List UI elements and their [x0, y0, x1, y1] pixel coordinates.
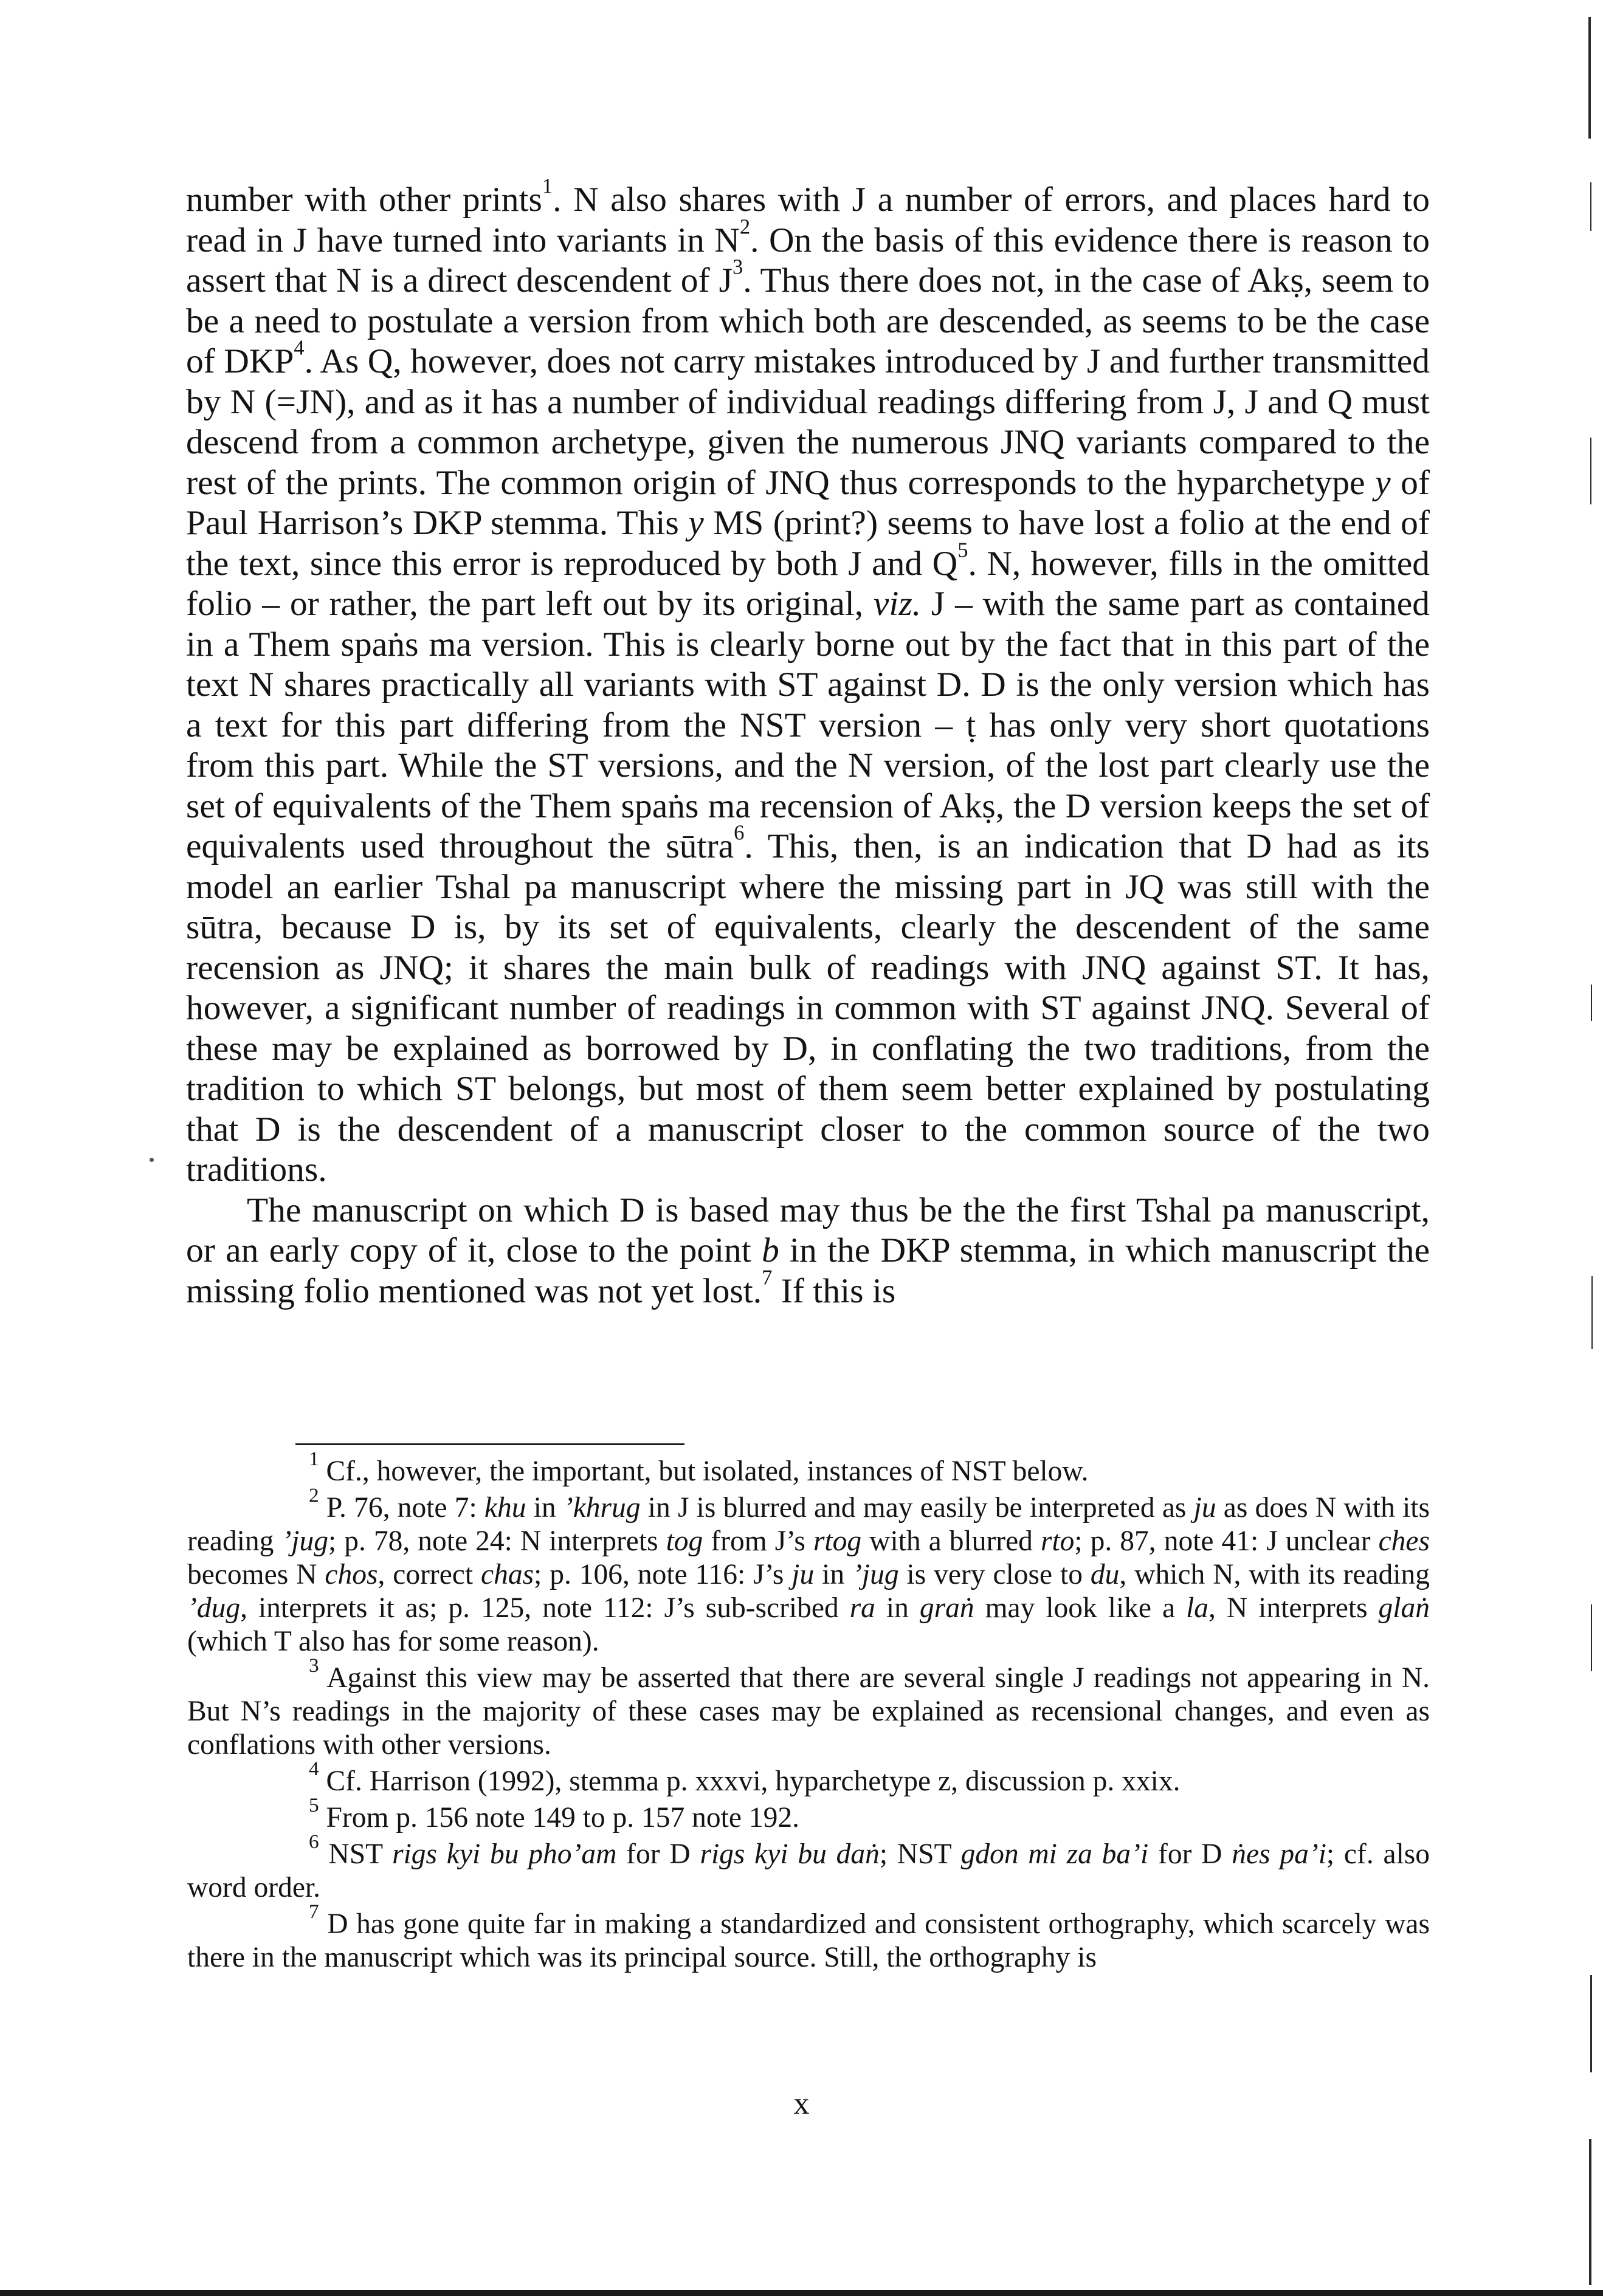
text-run: for D — [1148, 1838, 1232, 1870]
italic-run: viz. — [873, 585, 922, 623]
italic-run: du — [1090, 1559, 1120, 1590]
text-run: as does N with its reading — [187, 1492, 1430, 1557]
footnote-reference: 5 — [957, 538, 968, 562]
text-run: J – with the same part as contained in a Them spaṅs ma version. This is clearly borne out by the fact that in this part of the text N shares practically all variants with ST against D. D is the only version which has a text for this part differing from the NST version – ṭ has only very short quotations from this part. While the ST versions, and the N version, of the lost part clearly use the set of equivalents of the Them spaṅs ma recension of Akṣ, the D version keeps the set of equivalents used throughout the sūtra — [186, 585, 1430, 865]
italic-run: ju — [791, 1559, 815, 1590]
scan-edge-mark — [1591, 1604, 1592, 1671]
text-run: Against this view may be asserted that there are several single J readings not appearing in N. But N’s readings in the majority of these cases may be explained as recensional changes, and even as conflations with other versions. — [187, 1662, 1430, 1761]
text-run: of Paul Harrison’s DKP stemma. This — [186, 463, 1430, 542]
footnote-marker: 5 — [309, 1794, 319, 1817]
scan-edge-mark — [1591, 985, 1592, 1021]
italic-run: y — [1375, 463, 1391, 502]
footnote-marker: 4 — [309, 1758, 319, 1781]
italic-run: khu — [484, 1492, 526, 1524]
footnote-reference: 2 — [739, 215, 751, 239]
italic-run: rigs kyi bu daṅ — [700, 1838, 880, 1870]
footnote-2 — [187, 1484, 1430, 1658]
text-run: Cf., however, the important, but isolated, instances of NST below. — [326, 1456, 1089, 1487]
scan-edge-mark — [1589, 2139, 1591, 2285]
text-run: ; cf. also word order. — [187, 1838, 1430, 1903]
text-run: D has gone quite far in making a standardized and consistent orthography, which scarcely was there in the manuscript which was its principal source. Still, the orthography is — [187, 1908, 1430, 1973]
text-run: is very close to — [898, 1559, 1091, 1590]
footnote-5 — [187, 1794, 1430, 1835]
footnote-4 — [187, 1758, 1430, 1798]
text-run: . N also shares with J a number of errors, and places hard to read in J have turned into variants in N — [186, 180, 1430, 260]
footnote-reference: 4 — [294, 336, 305, 360]
footnote-separator — [295, 1443, 684, 1445]
scan-edge-mark — [1588, 17, 1591, 139]
footnote-marker: 3 — [309, 1654, 319, 1677]
italic-run: ra — [849, 1592, 875, 1624]
text-run: in — [526, 1492, 564, 1524]
text-run: . On the basis of this evidence there is reason to assert that N is a direct descendent of J — [186, 221, 1430, 300]
italic-run: ’jug — [281, 1525, 328, 1557]
footnote-6 — [187, 1830, 1430, 1905]
scan-edge-mark — [1590, 1975, 1592, 2072]
footnote-text — [187, 1838, 1430, 1903]
footnote-1 — [187, 1448, 1430, 1488]
text-run: ; p. 87, note 41: J unclear — [1074, 1525, 1379, 1557]
text-run: , correct — [377, 1559, 481, 1590]
paragraph-1 — [186, 174, 1430, 1191]
footnotes — [187, 1448, 1430, 1978]
text-run: P. 76, note 7: — [326, 1492, 484, 1524]
text-run: . Thus there does not, in the case of Akṣ, seem to be a need to postulate a version from which both are descended, as seems to be the case of DKP — [186, 261, 1430, 380]
text-run: . As Q, however, does not carry mistakes introduced by J and further transmitted by N (=JN), and as it has a number of individual readings differing from J, J and Q must descend from a common archetype, given the numerous JNQ variants compared to the rest of the prints. The common origin of JNQ thus corresponds to the hyparchetype — [186, 342, 1430, 502]
italic-run: ’jug — [852, 1559, 899, 1590]
text-run: . N, however, fills in the omitted folio – or rather, the part left out by its original, — [186, 544, 1430, 623]
page-number: x — [793, 2086, 810, 2121]
italic-run: rto — [1040, 1525, 1075, 1557]
footnote-reference: 6 — [734, 821, 745, 845]
footnote-text — [187, 1908, 1430, 1973]
footnote-text — [187, 1492, 1430, 1657]
italic-run: chas — [481, 1559, 534, 1590]
footnote-text — [326, 1456, 1089, 1487]
footnote-marker: 7 — [309, 1900, 319, 1923]
footnote-reference: 3 — [732, 255, 743, 279]
text-run: (which T also has for some reason). — [187, 1626, 599, 1657]
footnote-marker: 1 — [309, 1448, 319, 1471]
text-run: ; p. 78, note 24: N interprets — [328, 1525, 666, 1557]
scan-edge-mark — [1590, 438, 1591, 504]
text-run: in — [875, 1592, 920, 1624]
text-run: from J’s — [703, 1525, 813, 1557]
text-run: The manuscript on which D is based may thus be the the first Tshal pa manuscript, or an early copy of it, close to the point — [186, 1191, 1430, 1270]
text-run: . This, then, is an indication that D had as its model an earlier Tshal pa manuscript where the missing part in JQ was still with the sūtra, because D is, by its set of equivalents, clearly the descendent of the same recension as JNQ; it shares the main bulk of readings with JNQ against ST. It has, however, a significant number of readings in common with ST against JNQ. Several of these may be explained as borrowed by D, in conflating the two traditions, from the tradition to which ST belongs, but most of them seem better explained by postulating that D is the descendent of a manuscript closer to the common source of the two traditions. — [186, 827, 1430, 1189]
footnote-marker: 2 — [309, 1484, 319, 1507]
text-run: in the DKP stemma, in which manuscript the missing folio mentioned was not yet lost. — [186, 1231, 1430, 1310]
text-run: for D — [616, 1838, 700, 1870]
text-run: MS (print?) seems to have lost a folio at the end of the text, since this error is reproduced by both J and Q — [186, 504, 1430, 583]
footnote-text — [187, 1662, 1430, 1761]
scan-edge-mark — [1590, 182, 1591, 231]
italic-run: gdon mi za ba’i — [960, 1838, 1149, 1870]
italic-run: rtog — [813, 1525, 862, 1557]
italic-run: chos — [325, 1559, 378, 1590]
footnote-text — [326, 1765, 1181, 1797]
italic-run: tog — [666, 1525, 703, 1557]
italic-run: ’khrug — [563, 1492, 641, 1524]
text-run: , interprets it as; p. 125, note 112: J’s sub-scribed — [240, 1592, 850, 1624]
text-run: in J is blurred and may easily be interpreted as — [640, 1492, 1194, 1524]
text-run: If this is — [772, 1271, 896, 1310]
scan-speck — [150, 1158, 154, 1162]
italic-run: ches — [1378, 1525, 1430, 1557]
text-run: with a blurred — [861, 1525, 1041, 1557]
italic-run: ṅes pa’i — [1232, 1838, 1326, 1870]
text-run: becomes N — [187, 1559, 325, 1590]
italic-run: y — [688, 504, 704, 542]
scan-bottom-edge — [0, 2290, 1603, 2296]
footnote-reference: 7 — [762, 1266, 773, 1290]
scan-edge-mark — [1591, 1276, 1593, 1349]
italic-run: la — [1186, 1592, 1209, 1624]
italic-run: glaṅ — [1378, 1592, 1430, 1624]
italic-run: ’dug — [187, 1592, 241, 1624]
text-run: Cf. Harrison (1992), stemma p. xxxvi, hyparchetype z, discussion p. xxix. — [326, 1765, 1181, 1797]
body-text — [186, 174, 1430, 1311]
text-run: number with other prints — [186, 180, 542, 219]
text-run: NST — [328, 1838, 393, 1870]
text-run: ; NST — [879, 1838, 961, 1870]
italic-run: graṅ — [919, 1592, 974, 1624]
footnote-7 — [187, 1900, 1430, 1975]
paragraph-2 — [186, 1191, 1430, 1312]
italic-run: rigs kyi bu pho’am — [392, 1838, 617, 1870]
footnote-reference: 1 — [542, 174, 553, 198]
footnote-3 — [187, 1654, 1430, 1762]
text-run: From p. 156 note 149 to p. 157 note 192. — [326, 1802, 799, 1834]
text-run: in — [814, 1559, 853, 1590]
italic-run: ju — [1193, 1492, 1216, 1524]
text-run: , which N, with its reading — [1119, 1559, 1430, 1590]
italic-run: b — [762, 1231, 779, 1270]
text-run: , N interprets — [1208, 1592, 1379, 1624]
text-run: ; p. 106, note 116: J’s — [534, 1559, 792, 1590]
footnote-marker: 6 — [309, 1830, 319, 1854]
footnote-text — [326, 1802, 799, 1834]
text-run: may look like a — [974, 1592, 1187, 1624]
